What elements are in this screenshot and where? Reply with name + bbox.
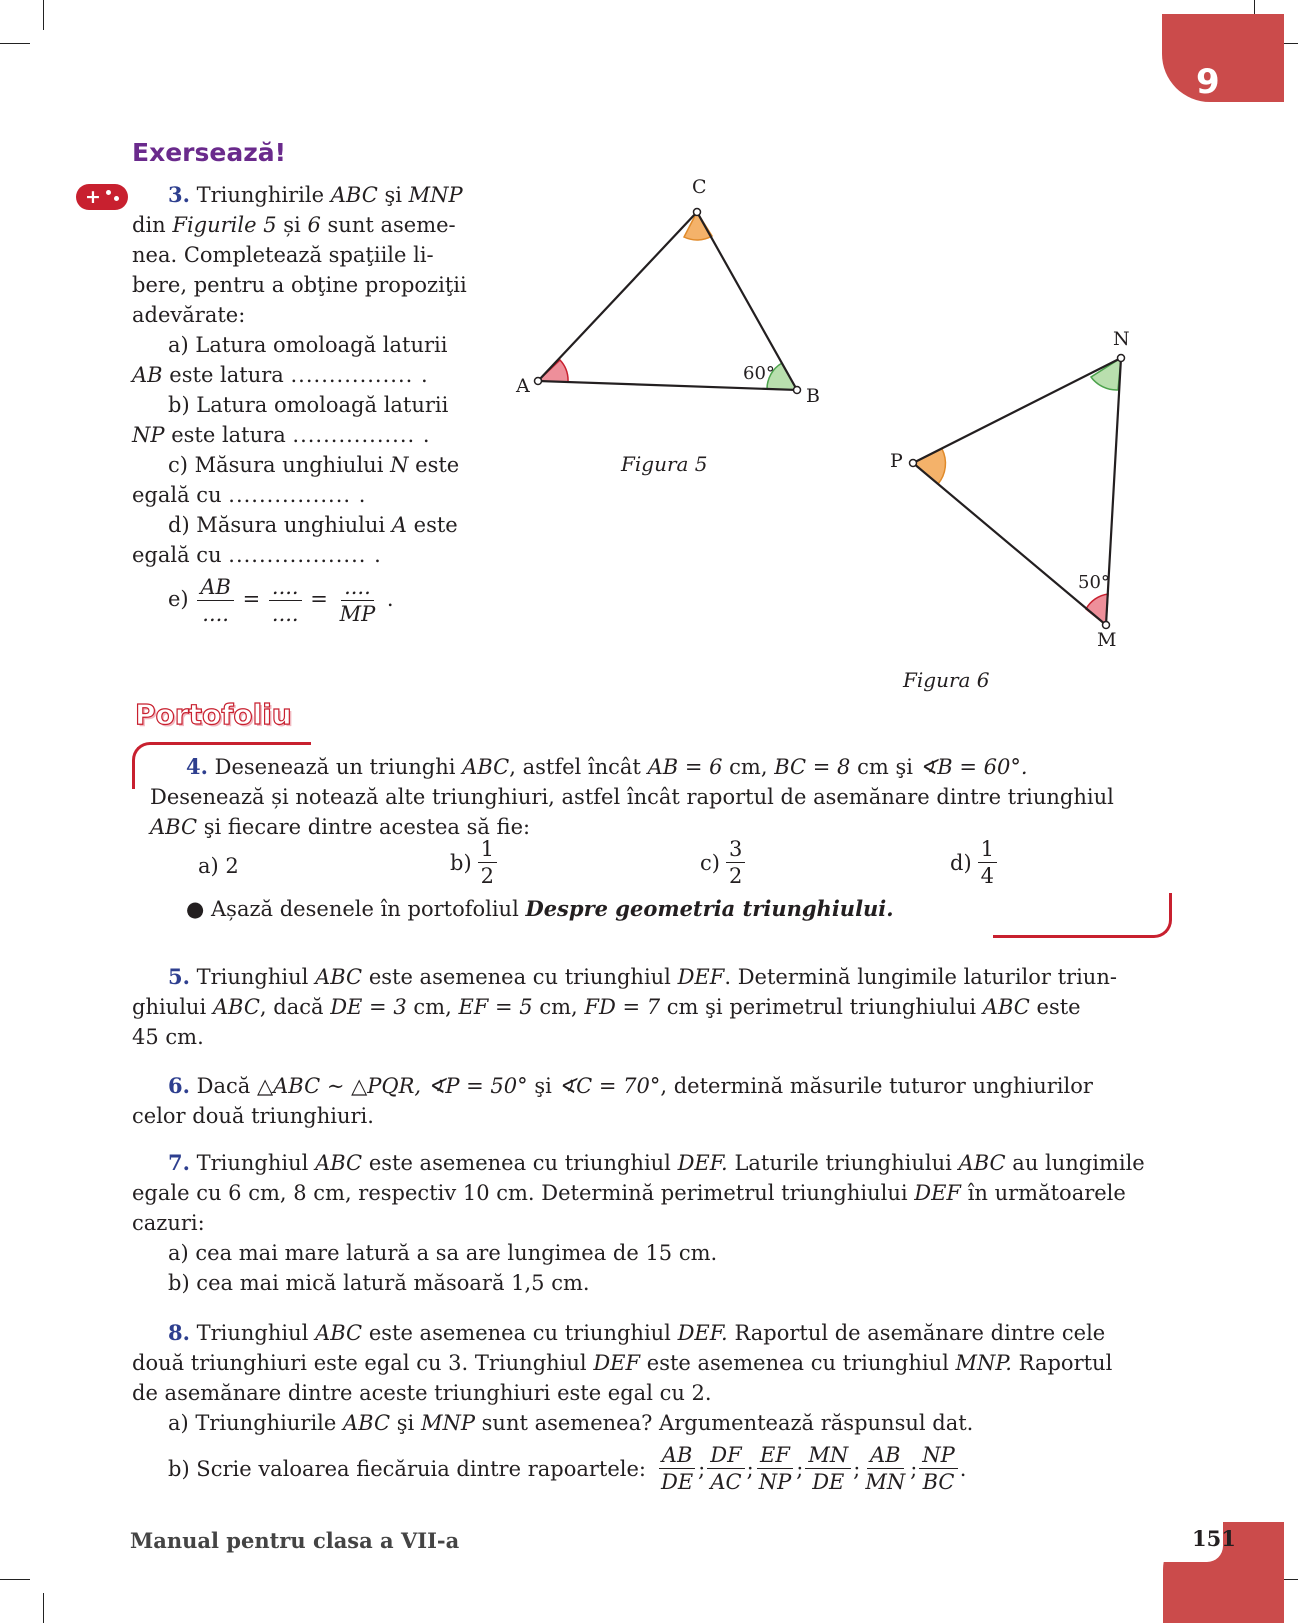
exercise-6: 6. Dacă △ABC ∼ △PQR, ∢P = 50° şi ∢C = 70°, determină măsurile tuturor unghiurilor celor două triunghiuri. [132,1073,1093,1128]
figure-5-triangle [500,170,830,430]
page-number: 151 [1192,1526,1236,1551]
label-p: P [890,450,903,472]
ratio-fraction: $\frac{AB}{MN}$ [865,1443,906,1494]
ratio-fraction: $\frac{EF}{NP}$ [758,1443,792,1494]
exercise-3: 3. Triunghirile ABC şi MNP din Figurile 5 și 6 sunt aseme- nea. Completează spaţiile li- bere, pentru a obţine propoziţii adevărate: a) Latura omoloagă laturii AB este latura ................ . b) Latura omoloagă laturii NP este latura ................ . c) Măsura unghiului N este egală cu ................ . d) Măsura unghiului A este egală cu .................. . e) $\frac{AB}{....}$ = $\frac{....}{....}$ = $\frac{....}{MP}$ . [132,182,467,626]
fraction: $\frac{....}{MP}$ [339,575,376,626]
fraction: $\frac{AB}{....}$ [197,574,234,627]
portfolio-frame-bottom-right [993,893,1172,938]
section-heading-portofoliu: Portofoliu [135,698,292,731]
footer-text: Manual pentru clasa a VII-a [130,1528,460,1553]
exercise-5: 5. Triunghiul ABC este asemenea cu triunghiul DEF. Determină lungimile laturilor triun- ghiului ABC, dacă DE = 3 cm, EF = 5 cm, FD = 7 cm şi perimetrul triunghiului ABC este 45 cm. [132,964,1117,1049]
crop-mark [43,0,44,30]
ratio-fraction: $\frac{AB}{DE}$ [658,1442,696,1495]
figure-6-caption: Figura 6 [903,668,990,692]
option-a: a) 2 [198,854,239,878]
bullet-icon: ● [186,897,205,921]
portfolio-bullet: ● Așază desenele în portofoliul Despre geometria triunghiului. [186,896,894,921]
gamepad-icon: + [76,184,128,210]
crop-mark [43,1593,44,1623]
fraction: $\frac{....}{....}$ [269,574,302,627]
exercise-7: 7. Triunghiul ABC este asemenea cu triunghiul DEF. Laturile triunghiului ABC au lungimile egale cu 6 cm, 8 cm, respectiv 10 cm. Determină perimetrul triunghiului DEF în următoarele cazuri: a) cea mai mare latură a sa are lungimea de 15 cm. b) cea mai mică latură măsoară 1,5 cm. [132,1150,1145,1295]
crop-mark [0,1579,30,1580]
figure-5-caption: Figura 5 [621,452,708,476]
option-c: c) $\frac{3}{2}$ [700,836,747,889]
angle-m-label: 50° [1078,572,1110,593]
label-c: C [692,176,707,198]
ratio-fraction: $\frac{DF}{AC}$ [707,1442,744,1495]
chapter-tab [1162,14,1284,102]
figure-6-triangle [880,340,1140,640]
angle-c-arc [684,212,712,240]
exercise-number: 4. [186,754,208,779]
exercise-number: 3. [168,182,190,207]
crop-mark [0,43,30,44]
label-n: N [1113,328,1130,350]
angle-m-arc [1086,594,1108,625]
chapter-number: 9 [1196,62,1220,102]
angle-b-label: 60° [743,363,775,384]
section-heading-exerseaza: Exersează! [132,138,287,167]
option-b: b) $\frac{1}{2}$ [450,836,499,889]
angle-n-arc [1091,358,1121,390]
exercise-4: 4. Desenează un triunghi ABC, astfel încât AB = 6 cm, BC = 8 cm şi ∢B = 60°. Desenează și notează alte triunghiuri, astfel încât raportul de asemănare dintre triunghiul ABC şi fiecare dintre acestea să fie: [150,754,1114,839]
label-b: B [806,385,820,407]
label-m: M [1097,629,1117,651]
angle-a-arc [538,360,568,382]
ratio-fraction: $\frac{NP}{BC}$ [919,1442,958,1495]
option-d: d) $\frac{1}{4}$ [950,836,999,889]
label-a: A [516,375,530,397]
ratio-fraction: $\frac{MN}{DE}$ [805,1442,851,1495]
exercise-8: 8. Triunghiul ABC este asemenea cu triunghiul DEF. Raportul de asemănare dintre cele două triunghiuri este egal cu 3. Triunghiul DEF este asemenea cu triunghiul MNP. Raportul de asemănare dintre aceste triunghiuri este egal cu 2. a) Triunghiurile ABC şi MNP sunt asemenea? Argumentează răspunsul dat. b) Scrie valoarea fiecăruia dintre rapoartele: $\frac{AB}{DE}$ ; $\frac{DF}{AC}$ ; $\frac{EF}{NP}$ ; $\frac{MN}{DE}$ ; $\frac{AB}{MN}$ ; $\frac{NP}{BC}$ . [132,1320,1113,1494]
